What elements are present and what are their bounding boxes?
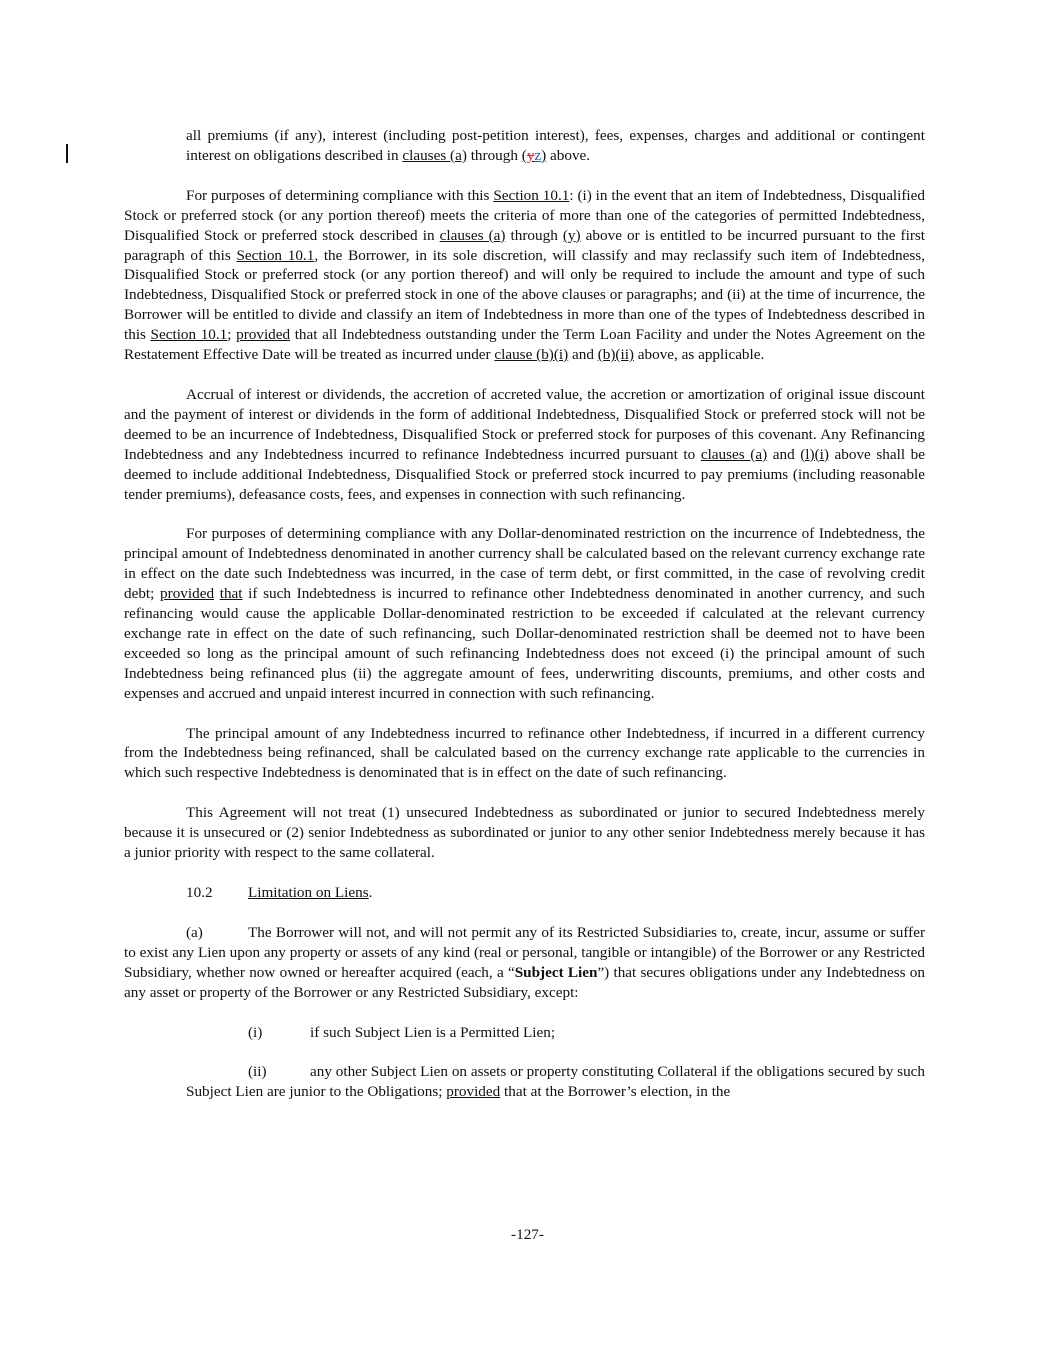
clause-ref-z: (yz) <box>521 146 547 164</box>
section-title: Limitation on Liens <box>248 884 369 901</box>
paragraph-accrual-of-interest: Accrual of interest or dividends, the accretion of accreted value, the accretion or amortization of original issue discount and the payment of interest or dividends in the form of additional Indebtedness, Disqualified Stock or preferred stock will not be deemed to be an incurrence of Indebtedness, Disqualified Stock or preferred stock for purposes of this covenant. Any Refinancing Indebtedness and any Indebtedness incurred to refinance Indebtedness incurred pursuant to clauses (a) and (l)(i) above shall be deemed to include additional Indebtedness, Disqualified Stock or preferred stock incurred to pay premiums (including reasonable tender premiums), defeasance costs, fees, and expenses in connection with such refinancing. <box>124 385 925 503</box>
list-item-ii: (ii) any other Subject Lien on assets or property constituting Collateral if the obligations secured by such Subject Lien are junior to the Obligations; provided that at the Borrower’s election, in the <box>186 1063 925 1101</box>
defined-term-subject-lien: Subject Lien <box>514 963 598 981</box>
deleted-text-y: y <box>526 146 535 164</box>
clause-label-a: (a) <box>186 923 203 941</box>
section-heading-10-2: 10.2 Limitation on Liens. <box>186 884 373 901</box>
section-number: 10.2 <box>186 884 213 901</box>
clause-ref-a: clauses (a) <box>402 146 467 164</box>
page-number: -127- <box>511 1226 544 1243</box>
paragraph-principal-amount: The principal amount of any Indebtedness incurred to refinance other Indebtedness, if incurred in a different currency from the Indebtedness being refinanced, shall be calculated based on the currency exchange rate applicable to the currencies in which such respective Indebtedness is denominated that is in effect on the date of such refinancing. <box>124 724 925 782</box>
paragraph-compliance-classification: For purposes of determining compliance with this Section 10.1: (i) in the event that an item of Indebtedness, Disqualified Stock or preferred stock (or any portion thereof) meets the criteria of more than one of the categories of permitted Indebtedness, Disqualified Stock or preferred stock described in clauses (a) through (y) above or is entitled to be incurred pursuant to the first paragraph of this Section 10.1, the Borrower, in its sole discretion, will classify and may reclassify such item of Indebtedness, Disqualified Stock or preferred stock (or any portion thereof) and will only be required to include the amount and type of such Indebtedness, Disqualified Stock or preferred stock in one of the above clauses or paragraphs; and (ii) at the time of incurrence, the Borrower will be entitled to divide and classify an item of Indebtedness in more than one of the types of Indebtedness described in this Section 10.1; provided that all Indebtedness outstanding under the Term Loan Facility and under the Notes Agreement on the Restatement Effective Date will be treated as incurred under clause (b)(i) and (b)(ii) above, as applicable. <box>124 186 926 364</box>
paragraph-continuation: all premiums (if any), interest (including post-petition interest), fees, expenses, charges and additional or contingent interest on obligations described in clauses (a) through (yz) above. <box>186 127 925 164</box>
inserted-text-z: z <box>534 146 542 164</box>
document-page <box>124 126 925 1102</box>
paragraph-unsecured-treatment: This Agreement will not treat (1) unsecured Indebtedness as subordinated or junior to secured Indebtedness merely because it is unsecured or (2) senior Indebtedness as subordinated or junior to any other senior Indebtedness merely because it has a junior priority with respect to the same collateral. <box>124 804 925 862</box>
paragraph-a-liens: (a) The Borrower will not, and will not permit any of its Restricted Subsidiaries to, create, incur, assume or suffer to exist any Lien upon any property or assets of any kind (real or personal, tangible or intangible) of the Borrower or any Restricted Subsidiary, whether now owned or hereafter acquired (each, a “Subject Lien”) that secures obligations under any Indebtedness on any asset or property of the Borrower or any Restricted Subsidiary, except: <box>124 923 925 1001</box>
paragraph-dollar-denominated: For purposes of determining compliance with any Dollar-denominated restriction on the incurrence of Indebtedness, the principal amount of Indebtedness denominated in another currency shall be calculated based on the relevant currency exchange rate in effect on the date such Indebtedness was incurred, in the case of term debt, or first committed, in the case of revolving credit debt; provided that if such Indebtedness is incurred to refinance other Indebtedness denominated in another currency, and such refinancing would cause the applicable Dollar-denominated restriction to be exceeded if calculated at the relevant currency exchange rate in effect on the date of such refinancing, such Dollar-denominated restriction shall be deemed not to have been exceeded so long as the principal amount of such refinancing Indebtedness does not exceed (i) the principal amount of such Indebtedness being refinanced plus (ii) the aggregate amount of fees, underwriting discounts, premiums, and other costs and expenses and accrued and unpaid interest incurred in connection with such refinancing. <box>124 525 925 702</box>
revision-change-bar <box>66 144 68 163</box>
list-item-i: (i) if such Subject Lien is a Permitted Lien; <box>248 1023 556 1041</box>
